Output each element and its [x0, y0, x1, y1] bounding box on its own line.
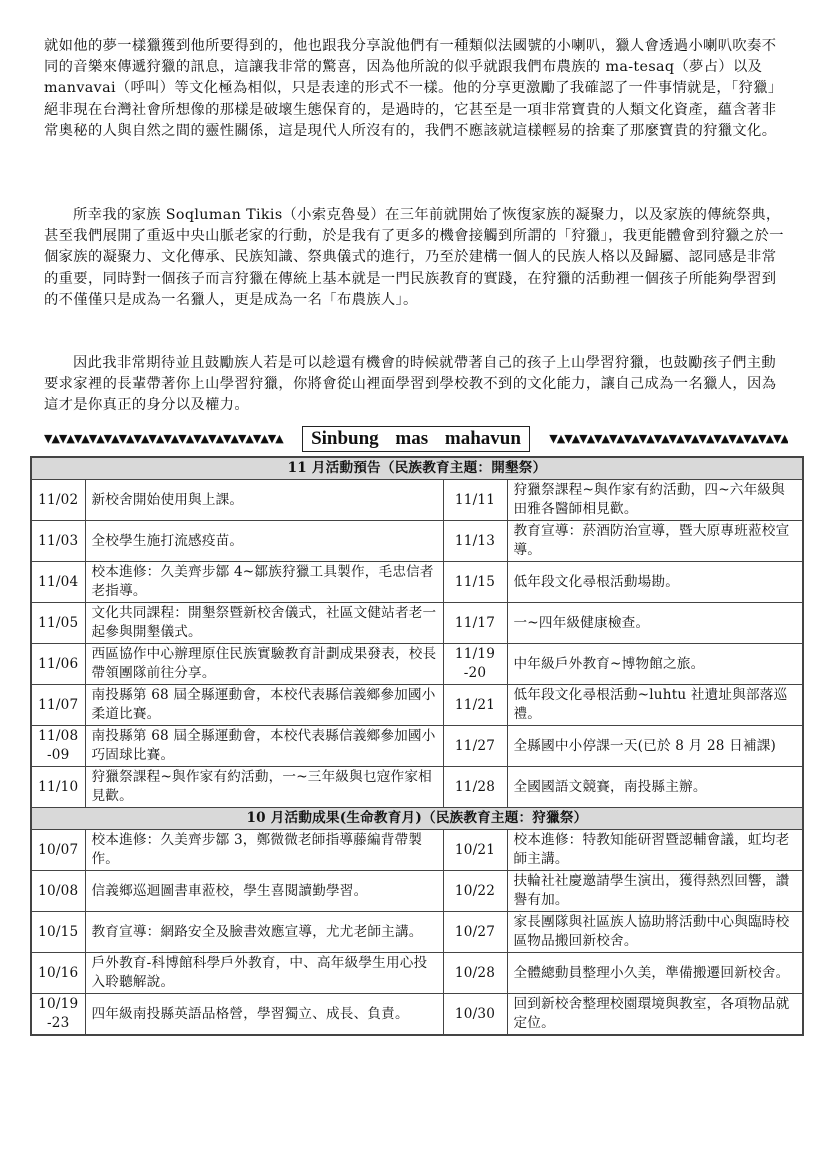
activity-schedule-table [30, 456, 804, 1036]
table-row [31, 871, 803, 912]
section-banner [44, 426, 788, 452]
activity-date: 11/04 [31, 562, 85, 603]
activity-date: 10/27 [443, 912, 507, 953]
activity-description: 新校舍開始使用與上課。 [85, 480, 443, 521]
activity-description: 全國國語文競賽，南投縣主辦。 [507, 767, 803, 808]
activity-date: 10/19 -23 [31, 994, 85, 1036]
activity-description: 低年段文化尋根活動~luhtu 社遺址與部落巡禮。 [507, 685, 803, 726]
section-header-row [31, 457, 803, 480]
activity-description: 全體總動員整理小久美，準備搬遷回新校舍。 [507, 953, 803, 994]
table-row [31, 603, 803, 644]
table-row [31, 994, 803, 1036]
paragraph-3: 因此我非常期待並且鼓勵族人若是可以趁還有機會的時候就帶著自己的孩子上山學習狩獵，也鼓勵孩子們主動要求家裡的長輩帶著你上山學習狩獵，你將會從山裡面學習到學校教不到的文化能力，讓自己成為一名獵人，因為這才是你真正的身分以及權力。 [44, 355, 777, 414]
activity-date: 10/08 [31, 871, 85, 912]
table-row [31, 521, 803, 562]
table-row [31, 726, 803, 767]
activity-date: 10/15 [31, 912, 85, 953]
triangle-border-right: ▼▲▼▲▼▲▼▲▼▲▼▲▼▲▼▲▼▲▼▲▼▲▼▲▼▲▼▲▼▲▼▲ [549, 432, 788, 445]
activity-description: 南投縣第 68 屆全縣運動會，本校代表縣信義鄉參加國小巧固球比賽。 [85, 726, 443, 767]
november-section-header: 11 月活動預告（民族教育主題：開墾祭） [31, 457, 803, 480]
table-row [31, 562, 803, 603]
table-row [31, 953, 803, 994]
activity-description: 校本進修：久美齊步鄒 3，鄭微微老師指導藤編背帶製作。 [85, 830, 443, 871]
activity-date: 11/07 [31, 685, 85, 726]
activity-description: 校本進修：久美齊步鄒 4~鄒族狩獵工具製作，毛忠信者老指導。 [85, 562, 443, 603]
activity-date: 10/28 [443, 953, 507, 994]
table-row [31, 480, 803, 521]
activity-date: 11/13 [443, 521, 507, 562]
activity-date: 11/10 [31, 767, 85, 808]
table-row [31, 685, 803, 726]
activity-description: 教育宣導：網路安全及臉書效應宣導，尤尤老師主講。 [85, 912, 443, 953]
activity-description: 狩獵祭課程~與作家有約活動，一~三年級與乜寇作家相見歡。 [85, 767, 443, 808]
table-row [31, 767, 803, 808]
banner-title: Sinbung mas mahavun [302, 426, 530, 452]
activity-description: 文化共同課程：開墾祭暨新校舍儀式，社區文健站者老一起參與開墾儀式。 [85, 603, 443, 644]
activity-date: 11/06 [31, 644, 85, 685]
schedule-body [31, 457, 803, 1035]
table-row [31, 830, 803, 871]
october-section-header: 10 月活動成果(生命教育月)（民族教育主題：狩獵祭） [31, 808, 803, 830]
activity-date: 11/15 [443, 562, 507, 603]
activity-date: 11/11 [443, 480, 507, 521]
triangle-border-left: ▼▲▼▲▼▲▼▲▼▲▼▲▼▲▼▲▼▲▼▲▼▲▼▲▼▲▼▲▼▲▼▲ [44, 432, 283, 445]
activity-date: 11/27 [443, 726, 507, 767]
activity-description: 全縣國中小停課一天(已於 8 月 28 日補課) [507, 726, 803, 767]
table-row [31, 912, 803, 953]
activity-description: 一~四年級健康檢查。 [507, 603, 803, 644]
activity-description: 南投縣第 68 屆全縣運動會，本校代表縣信義鄉參加國小柔道比賽。 [85, 685, 443, 726]
activity-description: 回到新校舍整理校園環境與教室，各項物品就定位。 [507, 994, 803, 1036]
activity-description: 全校學生施打流感疫苗。 [85, 521, 443, 562]
activity-date: 11/19 -20 [443, 644, 507, 685]
paragraph-1: 就如他的夢一樣獵獲到他所要得到的，他也跟我分享說他們有一種類似法國號的小喇叭，獵人會透過小喇叭吹奏不同的音樂來傳遞狩獵的訊息，這讓我非常的驚喜，因為他所說的似乎就跟我們布農族的 ma-tesaq（夢占）以及 manvavai（呼叫）等文化極為相似，只是表達的形式不一樣。他的分享更激勵了我確認了一件事情就是，「狩獵」絕非現在台灣社會所想像的那樣是破壞生態保育的，是過時的，它甚至是一項非常寶貴的人類文化資產，蘊含著非常奧秘的人與自然之間的靈性關係，這是現代人所沒有的，我們不應該就這樣輕易的捨棄了那麼寶貴的狩獵文化。 [44, 38, 783, 139]
activity-date: 10/22 [443, 871, 507, 912]
activity-description: 家長團隊與社區族人協助將活動中心與臨時校區物品搬回新校舍。 [507, 912, 803, 953]
paragraph-2: 所幸我的家族 Soqluman Tikis（小索克魯曼）在三年前就開始了恢復家族的凝聚力，以及家族的傳統祭典，甚至我們展開了重返中央山脈老家的行動，於是我有了更多的機會接觸到所謂的「狩獵」，我更能體會到狩獵之於一個家族的凝聚力、文化傳承、民族知識、祭典儀式的進行，乃至於建構一個人的民族人格以及歸屬、認同感是非常的重要，同時對一個孩子而言狩獵在傳統上基本就是一門民族教育的實踐，在狩獵的活動裡一個孩子所能夠學習到的不僅僅只是成為一名獵人，更是成為一名「布農族人」。 [44, 207, 784, 308]
activity-date: 10/16 [31, 953, 85, 994]
activity-date: 10/30 [443, 994, 507, 1036]
activity-description: 信義鄉巡迴圖書車蒞校，學生喜閱讀勤學習。 [85, 871, 443, 912]
activity-date: 10/21 [443, 830, 507, 871]
activity-date: 11/21 [443, 685, 507, 726]
section-header-row [31, 808, 803, 830]
activity-date: 11/17 [443, 603, 507, 644]
activity-date: 11/03 [31, 521, 85, 562]
activity-description: 四年級南投縣英語品格營，學習獨立、成長、負責。 [85, 994, 443, 1036]
activity-date: 11/05 [31, 603, 85, 644]
table-row [31, 644, 803, 685]
activity-description: 西區協作中心辦理原住民族實驗教育計劃成果發表，校長帶領團隊前往分享。 [85, 644, 443, 685]
activity-description: 教育宣導：菸酒防治宣導，暨大原專班蒞校宣導。 [507, 521, 803, 562]
activity-description: 中年級戶外教育~博物館之旅。 [507, 644, 803, 685]
activity-description: 低年段文化尋根活動場勘。 [507, 562, 803, 603]
activity-date: 11/02 [31, 480, 85, 521]
activity-description: 狩獵祭課程~與作家有約活動，四~六年級與田雅各醫師相見歡。 [507, 480, 803, 521]
activity-date: 10/07 [31, 830, 85, 871]
activity-description: 校本進修：特教知能研習暨認輔會議，虹均老師主講。 [507, 830, 803, 871]
activity-date: 11/08 -09 [31, 726, 85, 767]
activity-date: 11/28 [443, 767, 507, 808]
activity-description: 戶外教育-科博館科學戶外教育，中、高年級學生用心投入聆聽解說。 [85, 953, 443, 994]
activity-description: 扶輪社社慶邀請學生演出，獲得熱烈回響，讚譽有加。 [507, 871, 803, 912]
